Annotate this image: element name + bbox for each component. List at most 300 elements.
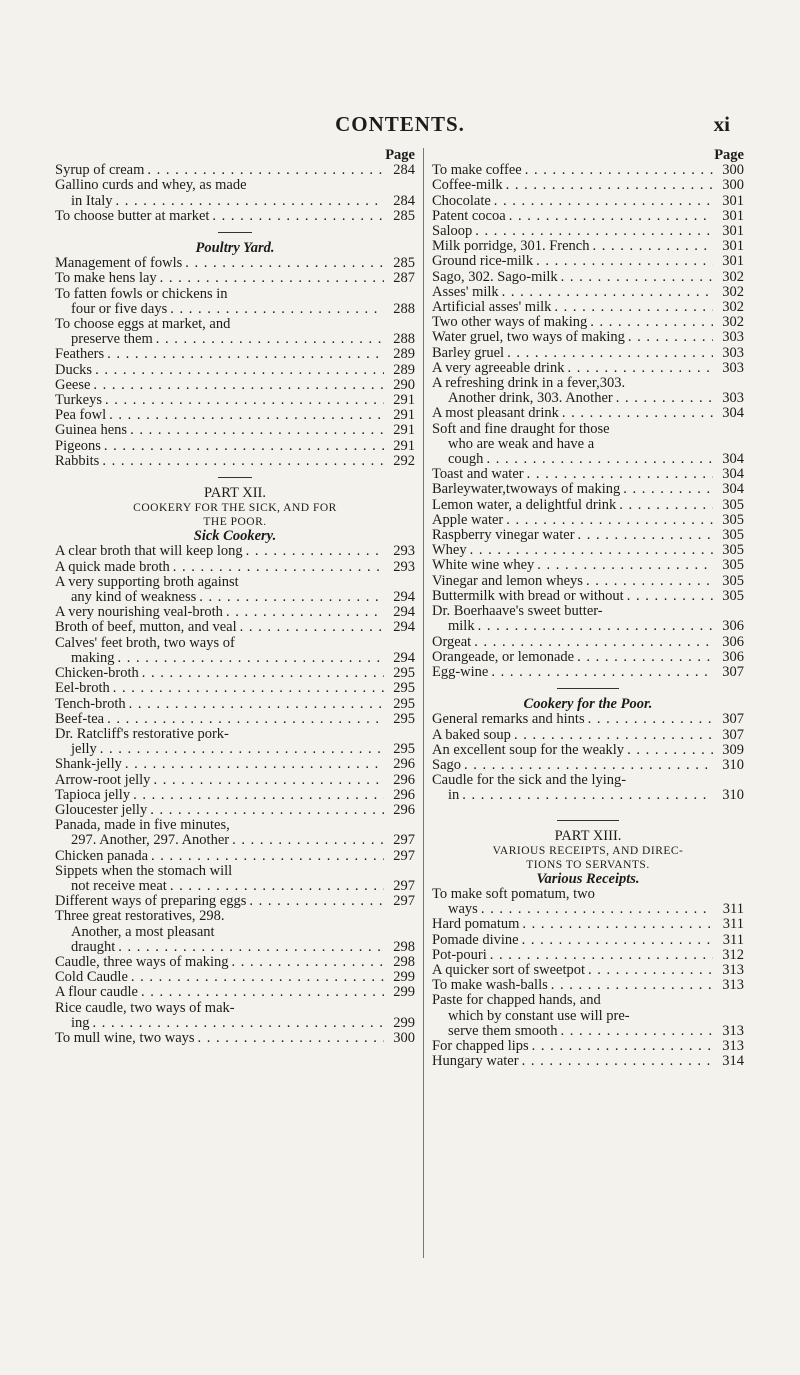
dot-leader	[130, 423, 384, 438]
toc-entry	[432, 330, 744, 345]
toc-entry-text: Saloop	[432, 223, 473, 240]
toc-entry-text: Hungary water	[432, 1053, 519, 1070]
toc-entry-text: Orangeade, or lemonade	[432, 648, 575, 665]
dot-leader	[107, 712, 384, 727]
dot-leader	[141, 985, 384, 1000]
toc-entry	[432, 209, 744, 224]
toc-page-number: 313	[722, 961, 744, 978]
toc-page-number: 305	[722, 572, 744, 589]
toc-page-number: 301	[722, 192, 744, 209]
toc-entry-text: A very agreeable drink	[432, 359, 565, 376]
toc-page-number: 298	[393, 953, 415, 970]
toc-page-number: 305	[722, 527, 744, 544]
toc-page-number: 306	[722, 633, 744, 650]
part-subtitle: TIONS TO SERVANTS.	[526, 858, 650, 871]
toc-entry-text: To mull wine, two ways	[55, 1029, 195, 1046]
toc-entry-text: 297. Another, 297. Another	[71, 832, 230, 849]
toc-entry-text: To make coffee	[432, 162, 522, 179]
toc-page-number: 301	[722, 207, 744, 224]
toc-page-number: 303	[722, 329, 744, 346]
dot-leader	[494, 194, 713, 209]
toc-entry-text: preserve them	[71, 331, 153, 348]
dot-leader	[474, 635, 713, 650]
toc-entry-text: Eel-broth	[55, 680, 110, 697]
toc-entry-text: ways	[448, 901, 478, 918]
page-column-label: Page	[385, 147, 415, 163]
page-number: xi	[713, 112, 730, 136]
toc-entry-text: Whey	[432, 542, 467, 559]
toc-page-number: 303	[722, 344, 744, 361]
toc-entry-text: A clear broth that will keep long	[55, 543, 243, 560]
dot-leader	[554, 300, 713, 315]
toc-entry	[55, 681, 415, 696]
toc-entry-text: Pomade divine	[432, 931, 519, 948]
toc-entry	[432, 239, 744, 254]
toc-entry	[432, 315, 744, 330]
toc-entry	[432, 543, 744, 558]
toc-entry-text: making	[71, 649, 115, 666]
toc-entry-text: A quick made broth	[55, 558, 170, 575]
dot-leader	[185, 256, 384, 271]
dot-leader	[627, 589, 713, 604]
toc-page-number: 305	[722, 496, 744, 513]
toc-list-poultry	[55, 256, 415, 469]
dot-leader	[93, 378, 384, 393]
toc-entry-text: A baked soup	[432, 726, 511, 743]
dot-leader	[509, 209, 713, 224]
toc-page-number: 313	[722, 977, 744, 994]
dot-leader	[619, 498, 713, 513]
toc-entry	[55, 408, 415, 423]
dot-leader	[627, 743, 713, 758]
toc-page-number: 297	[393, 877, 415, 894]
toc-page-number: 293	[393, 558, 415, 575]
toc-entry	[432, 728, 744, 743]
toc-entry	[432, 467, 744, 482]
dot-leader	[109, 408, 384, 423]
toc-entry	[55, 378, 415, 393]
toc-page-number: 300	[393, 1029, 415, 1046]
toc-entry	[55, 955, 415, 970]
toc-entry	[55, 393, 415, 408]
dot-leader	[160, 271, 384, 286]
toc-entry-text: Soft and fine draught for those	[432, 420, 610, 437]
dot-leader	[118, 651, 385, 666]
dot-leader	[104, 439, 384, 454]
toc-entry-text: any kind of weakness	[71, 589, 197, 606]
toc-entry	[55, 970, 415, 985]
toc-entry-text: Hard pomatum	[432, 916, 520, 933]
toc-entry	[55, 985, 415, 1000]
toc-entry-text: Coffee-milk	[432, 177, 503, 194]
toc-entry	[55, 773, 415, 788]
toc-entry	[55, 363, 415, 378]
toc-entry	[432, 194, 744, 209]
toc-list-top	[55, 163, 415, 224]
toc-entry	[55, 256, 415, 271]
toc-entry-text: Feathers	[55, 346, 105, 363]
dot-leader	[93, 1016, 384, 1031]
toc-entry	[55, 423, 415, 438]
dot-leader	[522, 1054, 713, 1069]
toc-entry-text: Management of fowls	[55, 255, 183, 272]
dot-leader	[107, 347, 384, 362]
toc-entry	[432, 376, 744, 406]
toc-list-poor	[432, 712, 744, 803]
dot-leader	[249, 894, 384, 909]
toc-entry	[432, 513, 744, 528]
toc-entry-text: Chocolate	[432, 192, 491, 209]
toc-entry-text: Pea fowl	[55, 407, 107, 424]
toc-page-number: 309	[722, 741, 744, 758]
toc-entry	[432, 346, 744, 361]
toc-entry-text: Milk porridge, 301. French	[432, 238, 590, 255]
dot-leader	[151, 849, 384, 864]
dot-leader	[616, 391, 713, 406]
toc-page-number: 294	[393, 619, 415, 636]
toc-page-number: 305	[722, 542, 744, 559]
dot-leader	[173, 560, 384, 575]
toc-page-number: 312	[722, 946, 744, 963]
toc-entry	[55, 163, 415, 178]
toc-entry	[432, 1054, 744, 1069]
right-column	[432, 148, 744, 1069]
toc-page-number: 310	[722, 756, 744, 773]
toc-page-number: 311	[722, 931, 744, 948]
toc-entry-text: Lemon water, a delightful drink	[432, 496, 617, 513]
toc-page-number: 299	[393, 969, 415, 986]
toc-entry	[55, 849, 415, 864]
dot-leader	[537, 558, 713, 573]
toc-entry-text: cough	[448, 451, 484, 468]
dot-leader	[232, 833, 384, 848]
toc-page-number: 289	[393, 361, 415, 378]
toc-entry-text: Paste for chapped hands, and	[432, 992, 601, 1009]
dot-leader	[481, 902, 713, 917]
toc-entry	[432, 963, 744, 978]
dot-leader	[577, 650, 713, 665]
toc-entry-text: To make soft pomatum, two	[432, 885, 595, 902]
toc-entry	[432, 254, 744, 269]
toc-entry-text: Sago	[432, 756, 461, 773]
toc-page-number: 301	[722, 238, 744, 255]
dot-leader	[478, 619, 713, 634]
toc-page-number: 303	[722, 359, 744, 376]
toc-entry	[432, 422, 744, 468]
page-column-label: Page	[714, 147, 744, 163]
toc-page-number: 305	[722, 511, 744, 528]
toc-entry-text: A very nourishing veal-broth	[55, 604, 223, 621]
toc-entry-text: Tench-broth	[55, 695, 126, 712]
toc-entry-text: A most pleasant drink	[432, 405, 559, 422]
toc-page-number: 305	[722, 557, 744, 574]
toc-entry	[432, 712, 744, 727]
toc-entry	[432, 498, 744, 513]
dot-leader	[246, 544, 384, 559]
toc-entry	[55, 560, 415, 575]
toc-list-sick-cookery	[55, 544, 415, 1046]
dot-leader	[507, 346, 713, 361]
toc-page-number: 307	[722, 726, 744, 743]
toc-entry-text: Arrow-root jelly	[55, 771, 151, 788]
toc-entry-text: Broth of beef, mutton, and veal	[55, 619, 237, 636]
toc-entry-text: Sippets when the stomach will	[55, 862, 233, 879]
toc-entry-text: An excellent soup for the weakly	[432, 741, 625, 758]
toc-entry-text: Syrup of cream	[55, 162, 145, 179]
toc-entry-text: Gallino curds and whey, as made	[55, 177, 247, 194]
toc-entry	[55, 317, 415, 347]
toc-page-number: 297	[393, 847, 415, 864]
toc-entry	[432, 933, 744, 948]
dot-leader	[226, 605, 384, 620]
toc-entry	[432, 224, 744, 239]
section-heading-poultry: Poultry Yard.	[195, 240, 275, 257]
toc-page-number: 296	[393, 756, 415, 773]
dot-leader	[506, 513, 713, 528]
toc-entry	[432, 1039, 744, 1054]
toc-page-number: 302	[722, 299, 744, 316]
toc-page-number: 306	[722, 618, 744, 635]
toc-page-number: 313	[722, 1037, 744, 1054]
toc-page-number: 293	[393, 543, 415, 560]
toc-entry-text: Three great restoratives, 298.	[55, 908, 225, 925]
toc-entry	[55, 666, 415, 681]
toc-entry-text: Asses' milk	[432, 283, 499, 300]
toc-entry-text: not receive meat	[71, 877, 167, 894]
toc-page-number: 311	[722, 916, 744, 933]
toc-page-number: 303	[722, 390, 744, 407]
toc-entry-text: Water gruel, two ways of making	[432, 329, 625, 346]
toc-page-number: 296	[393, 786, 415, 803]
toc-entry-text: Barley gruel	[432, 344, 505, 361]
toc-entry	[55, 727, 415, 757]
toc-page-number: 295	[393, 680, 415, 697]
toc-entry-text: Gloucester jelly	[55, 801, 148, 818]
toc-entry-text: To fatten fowls or chickens in	[55, 285, 228, 302]
dot-leader	[592, 239, 713, 254]
toc-page-number: 292	[393, 452, 415, 469]
toc-entry-text: Another, a most pleasant	[71, 923, 215, 940]
dot-leader	[525, 163, 713, 178]
dot-leader	[522, 933, 713, 948]
dot-leader	[133, 788, 384, 803]
section-divider	[557, 820, 619, 821]
toc-page-number: 305	[722, 587, 744, 604]
dot-leader	[491, 665, 713, 680]
section-divider	[557, 688, 619, 689]
dot-leader	[470, 543, 713, 558]
toc-entry	[432, 589, 744, 604]
toc-entry-text: A refreshing drink in a fever,303.	[432, 375, 626, 392]
part-title: PART XIII.	[554, 827, 622, 844]
toc-entry-text: A quicker sort of sweetpot	[432, 961, 586, 978]
toc-entry-text: Rice caudle, two ways of mak-	[55, 999, 235, 1016]
toc-entry-text: Guinea hens	[55, 422, 128, 439]
toc-entry-text: Chicken-broth	[55, 665, 139, 682]
toc-entry-text: milk	[448, 618, 475, 635]
left-column	[55, 148, 415, 1046]
toc-page-number: 298	[393, 938, 415, 955]
toc-entry	[55, 575, 415, 605]
toc-entry-text: Barleywater,twoways of making	[432, 481, 621, 498]
toc-page-number: 295	[393, 710, 415, 727]
toc-page-number: 311	[722, 901, 744, 918]
part-subtitle: COOKERY FOR THE SICK, AND FOR	[133, 502, 337, 515]
toc-entry	[55, 864, 415, 894]
dot-leader	[475, 224, 713, 239]
part-title: PART XII.	[204, 485, 266, 502]
toc-entry	[432, 300, 744, 315]
section-heading-sick-cookery: Sick Cookery.	[193, 528, 277, 545]
dot-leader	[240, 620, 384, 635]
toc-entry-text: draught	[71, 938, 116, 955]
column-divider	[423, 148, 424, 1258]
toc-entry	[55, 788, 415, 803]
toc-entry-text: Cold Caudle	[55, 969, 128, 986]
toc-entry	[55, 454, 415, 469]
page-header	[0, 112, 800, 142]
toc-page-number: 301	[722, 253, 744, 270]
toc-page-number: 304	[722, 451, 744, 468]
toc-page-number: 304	[722, 405, 744, 422]
toc-entry	[55, 439, 415, 454]
toc-entry	[432, 604, 744, 634]
toc-entry	[432, 993, 744, 1039]
toc-page-number: 294	[393, 649, 415, 666]
toc-entry	[55, 620, 415, 635]
toc-entry	[432, 285, 744, 300]
dot-leader	[486, 452, 713, 467]
toc-page-number: 291	[393, 422, 415, 439]
toc-page-number: 302	[722, 268, 744, 285]
dot-leader	[623, 482, 713, 497]
toc-entry	[432, 528, 744, 543]
toc-page-number: 302	[722, 314, 744, 331]
part-subtitle: THE POOR.	[203, 516, 267, 529]
toc-page-number: 284	[393, 192, 415, 209]
toc-page-number: 297	[393, 832, 415, 849]
toc-page-number: 289	[393, 346, 415, 363]
toc-entry	[432, 574, 744, 589]
toc-entry	[432, 163, 744, 178]
toc-entry	[55, 894, 415, 909]
toc-entry-text: Toast and water	[432, 466, 524, 483]
section-divider	[218, 232, 252, 233]
toc-entry-text: Another drink, 303. Another	[448, 390, 613, 407]
toc-page-number: 306	[722, 648, 744, 665]
dot-leader	[118, 940, 384, 955]
toc-page-number: 288	[393, 300, 415, 317]
toc-page-number: 284	[393, 162, 415, 179]
toc-entry-text: Calves' feet broth, two ways of	[55, 634, 235, 651]
toc-entry	[432, 482, 744, 497]
toc-page-number: 295	[393, 665, 415, 682]
toc-entry	[55, 1031, 415, 1046]
toc-entry-text: Vinegar and lemon wheys	[432, 572, 583, 589]
toc-entry-text: Chicken panada	[55, 847, 149, 864]
toc-entry	[55, 909, 415, 955]
toc-entry	[55, 757, 415, 772]
dot-leader	[147, 163, 384, 178]
toc-entry-text: Shank-jelly	[55, 756, 122, 773]
dot-leader	[506, 178, 713, 193]
toc-entry	[55, 712, 415, 727]
dot-leader	[170, 879, 384, 894]
toc-page-number: 294	[393, 604, 415, 621]
dot-leader	[212, 209, 384, 224]
dot-leader	[527, 467, 713, 482]
dot-leader	[125, 757, 384, 772]
toc-entry-text: ing	[71, 1014, 90, 1031]
toc-entry-text: Raspberry vinegar water	[432, 527, 575, 544]
toc-entry-text: in	[448, 787, 460, 804]
toc-entry-text: Geese	[55, 376, 91, 393]
toc-entry	[432, 361, 744, 376]
dot-leader	[115, 194, 384, 209]
toc-entry-text: Beef-tea	[55, 710, 105, 727]
section-heading-various-receipts: Various Receipts.	[536, 870, 640, 887]
dot-leader	[150, 803, 384, 818]
toc-page-number: 288	[393, 331, 415, 348]
dot-leader	[551, 978, 713, 993]
toc-entry-text: Apple water	[432, 511, 504, 528]
dot-leader	[567, 361, 713, 376]
toc-page-number: 287	[393, 270, 415, 287]
toc-entry	[55, 178, 415, 208]
toc-entry-text: Panada, made in five minutes,	[55, 817, 230, 834]
dot-leader	[462, 788, 713, 803]
dot-leader	[561, 270, 713, 285]
dot-leader	[586, 574, 713, 589]
toc-entry	[432, 270, 744, 285]
toc-entry	[55, 697, 415, 712]
dot-leader	[153, 773, 384, 788]
toc-entry-text: To choose butter at market	[55, 207, 210, 224]
toc-page-number: 290	[393, 376, 415, 393]
toc-page-number: 300	[722, 162, 744, 179]
dot-leader	[170, 302, 384, 317]
dot-leader	[113, 681, 384, 696]
toc-entry-text: Tapioca jelly	[55, 786, 131, 803]
toc-page-number: 310	[722, 787, 744, 804]
toc-entry-text: which by constant use will pre-	[448, 1007, 630, 1024]
toc-entry	[432, 758, 744, 773]
dot-leader	[95, 363, 384, 378]
toc-entry-text: who are weak and have a	[448, 435, 595, 452]
dot-leader	[532, 1039, 713, 1054]
toc-entry	[55, 803, 415, 818]
dot-leader	[561, 1024, 713, 1039]
dot-leader	[502, 285, 713, 300]
toc-entry	[432, 978, 744, 993]
toc-list-drinks	[432, 163, 744, 680]
toc-list-various-receipts	[432, 887, 744, 1069]
toc-entry	[432, 558, 744, 573]
dot-leader	[129, 697, 384, 712]
toc-entry	[432, 665, 744, 680]
dot-leader	[588, 712, 713, 727]
dot-leader	[102, 454, 384, 469]
dot-leader	[142, 666, 384, 681]
toc-entry-text: Two other ways of making	[432, 314, 588, 331]
toc-entry	[432, 917, 744, 932]
toc-entry-text: Different ways of preparing eggs	[55, 893, 247, 910]
toc-page-number: 313	[722, 1022, 744, 1039]
toc-entry-text: Ducks	[55, 361, 93, 378]
section-divider	[218, 477, 252, 478]
toc-entry	[432, 887, 744, 917]
dot-leader	[131, 970, 384, 985]
